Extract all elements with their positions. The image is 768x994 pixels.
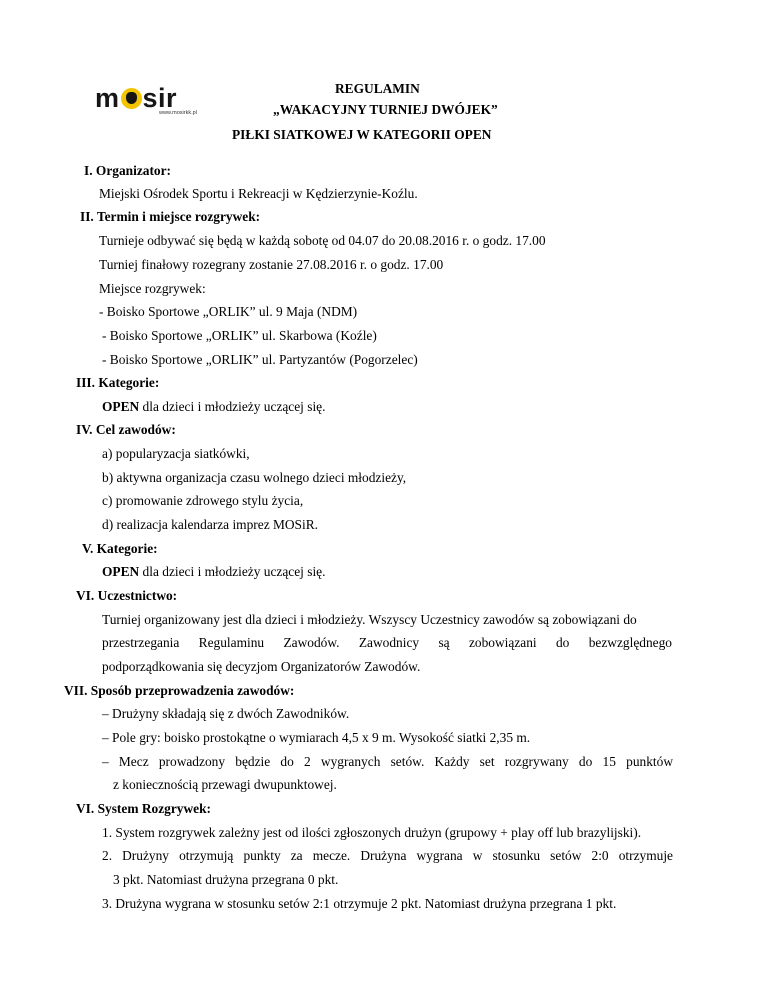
- procedure-item: – Drużyny składają się z dwóch Zawodników.: [102, 706, 350, 721]
- logo-text-part1: m: [95, 83, 120, 113]
- schedule-line3: Miejsce rozgrywek:: [99, 281, 206, 296]
- section-procedure-heading: VII. Sposób przeprowadzenia zawodów:: [64, 683, 295, 698]
- doc-title: REGULAMIN: [335, 81, 420, 96]
- schedule-line2: Turniej finałowy rozegrany zostanie 27.08.2016 r. o godz. 17.00: [99, 257, 444, 272]
- categories1-bold: OPEN: [102, 399, 140, 414]
- venue-item: - Boisko Sportowe „ORLIK” ul. Partyzantów (Pogorzelec): [102, 352, 418, 367]
- categories2-bold: OPEN: [102, 564, 140, 579]
- categories1-rest: dla dzieci i młodzieży uczącej się.: [139, 399, 326, 414]
- participation-line1: Turniej organizowany jest dla dzieci i młodzieży. Wszyscy Uczestnicy zawodów są zobowiązani do: [102, 612, 637, 627]
- procedure-item-cont: z koniecznością przewagi dwupunktowej.: [113, 777, 337, 792]
- section-schedule-heading: II. Termin i miejsce rozgrywek:: [80, 209, 261, 224]
- logo-text-part2: sir: [142, 83, 178, 113]
- venue-item: - Boisko Sportowe „ORLIK” ul. 9 Maja (NDM): [99, 304, 358, 319]
- procedure-item: – Pole gry: boisko prostokątne o wymiarach 4,5 x 9 m. Wysokość siatki 2,35 m.: [102, 730, 531, 745]
- system-item: 1. System rozgrywek zależny jest od ilości zgłoszonych drużyn (grupowy + play off lub brazylijski).: [102, 825, 642, 840]
- procedure-item: – Mecz prowadzony będzie do 2 wygranych setów. Każdy set rozgrywany do 15 punktów: [102, 754, 673, 769]
- section-participation-heading: VI. Uczestnictwo:: [76, 588, 178, 603]
- logo-url: www.mosirkk.pl: [159, 110, 197, 116]
- system-item-cont: 3 pkt. Natomiast drużyna przegrana 0 pkt.: [113, 872, 339, 887]
- venue-item: - Boisko Sportowe „ORLIK” ul. Skarbowa (Koźle): [102, 328, 377, 343]
- section-categories1-heading: III. Kategorie:: [76, 375, 160, 390]
- section-goals-heading: IV. Cel zawodów:: [76, 422, 176, 437]
- goal-item: d) realizacja kalendarza imprez MOSiR.: [102, 517, 319, 532]
- organizer-text: Miejski Ośrodek Sportu i Rekreacji w Kędzierzynie-Koźlu.: [99, 186, 418, 201]
- system-item: 2. Drużyny otrzymują punkty za mecze. Drużyna wygrana w stosunku setów 2:0 otrzymuje: [102, 848, 673, 863]
- categories2-rest: dla dzieci i młodzieży uczącej się.: [139, 564, 326, 579]
- section-organizer-heading: I. Organizator:: [84, 163, 172, 178]
- section-categories2-heading: V. Kategorie:: [82, 541, 158, 556]
- section-system-heading: VI. System Rozgrywek:: [76, 801, 211, 816]
- goal-item: a) popularyzacja siatkówki,: [102, 446, 250, 461]
- system-item: 3. Drużyna wygrana w stosunku setów 2:1 otrzymuje 2 pkt. Natomiast drużyna przegrana 1 pkt.: [102, 896, 617, 911]
- categories2-text: [102, 564, 325, 580]
- doc-subtitle: „WAKACYJNY TURNIEJ DWÓJEK”: [273, 102, 498, 117]
- schedule-line1: Turnieje odbywać się będą w każdą sobotę od 04.07 do 20.08.2016 r. o godz. 17.00: [99, 233, 546, 248]
- participation-line3: podporządkowania się decyzjom Organizatorów Zawodów.: [102, 659, 421, 674]
- goal-item: b) aktywna organizacja czasu wolnego dzieci młodzieży,: [102, 470, 407, 485]
- goal-item: c) promowanie zdrowego stylu życia,: [102, 493, 304, 508]
- participation-line2: przestrzegania Regulaminu Zawodów. Zawodnicy są zobowiązani do bezwzględnego: [102, 635, 672, 650]
- doc-category: PIŁKI SIATKOWEJ W KATEGORII OPEN: [232, 127, 492, 142]
- categories1-text: [102, 399, 325, 415]
